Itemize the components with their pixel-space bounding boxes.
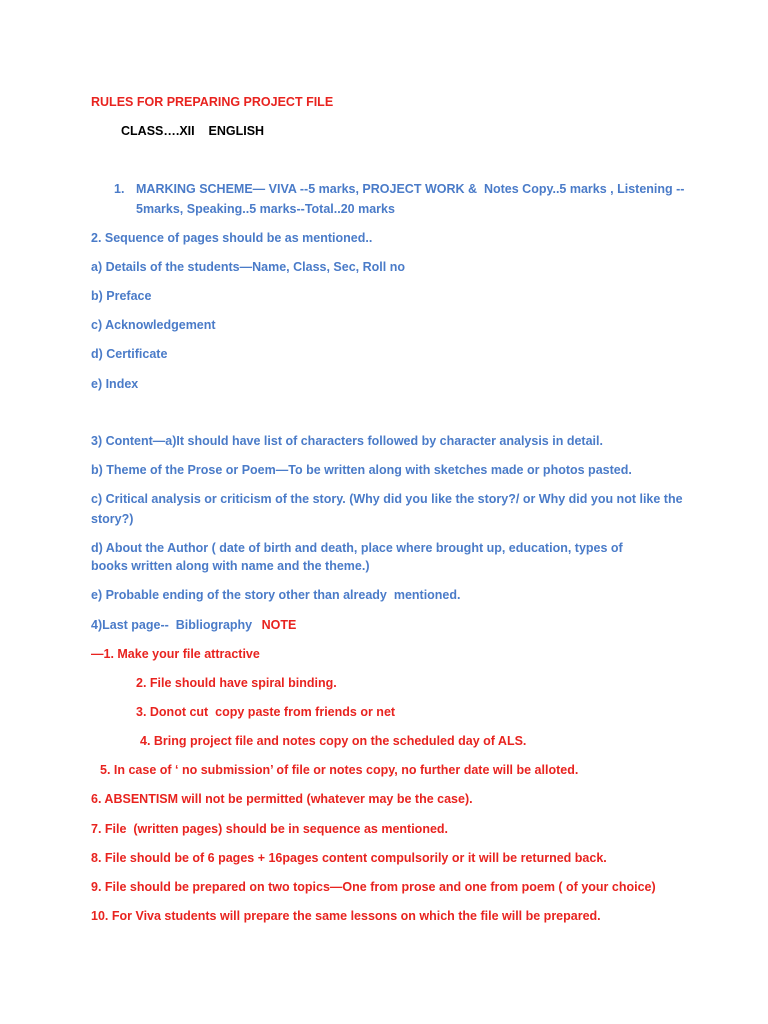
item-3-critical-c-line2: story?) bbox=[91, 512, 134, 526]
note-label: NOTE bbox=[261, 618, 297, 632]
item-2-list-b: b) Preface bbox=[91, 289, 152, 303]
item-2-sequence: 2. Sequence of pages should be as mentioned.. bbox=[91, 231, 373, 245]
item-2-list-d: d) Certificate bbox=[91, 347, 168, 361]
item-3-author-d-line1: d) About the Author ( date of birth and death, place where brought up, education, types of bbox=[91, 541, 623, 555]
note-8: 8. File should be of 6 pages + 16pages content compulsorily or it will be returned back. bbox=[91, 851, 607, 865]
note-10: 10. For Viva students will prepare the same lessons on which the file will be prepared. bbox=[91, 909, 601, 923]
item-3-critical-c-line1: c) Critical analysis or criticism of the story. (Why did you like the story?/ or Why did you not like the bbox=[91, 492, 683, 506]
item-2-list-c: c) Acknowledgement bbox=[91, 318, 216, 332]
note-9: 9. File should be prepared on two topics—One from prose and one from poem ( of your choice) bbox=[91, 880, 656, 894]
note-1: —1. Make your file attractive bbox=[91, 647, 260, 661]
document-title: RULES FOR PREPARING PROJECT FILE bbox=[91, 95, 334, 109]
note-7: 7. File (written pages) should be in sequence as mentioned. bbox=[91, 822, 449, 836]
note-2: 2. File should have spiral binding. bbox=[136, 676, 337, 690]
item-2-list-e: e) Index bbox=[91, 377, 139, 391]
note-3: 3. Donot cut copy paste from friends or net bbox=[136, 705, 396, 719]
item-1-marking-scheme-line1: MARKING SCHEME— VIVA --5 marks, PROJECT WORK & Notes Copy..5 marks , Listening -- bbox=[136, 182, 685, 196]
item-1-marking-scheme-line2: 5marks, Speaking..5 marks--Total..20 marks bbox=[136, 202, 395, 216]
class-subject-heading: CLASS….XII ENGLISH bbox=[121, 124, 265, 138]
note-5: 5. In case of ‘ no submission’ of file or notes copy, no further date will be alloted. bbox=[100, 763, 579, 777]
item-4-bibliography: 4)Last page-- Bibliography bbox=[91, 618, 253, 632]
note-6: 6. ABSENTISM will not be permitted (whatever may be the case). bbox=[91, 792, 473, 806]
item-3-content-a: 3) Content—a)It should have list of characters followed by character analysis in detail. bbox=[91, 434, 603, 448]
item-2-list-a: a) Details of the students—Name, Class, Sec, Roll no bbox=[91, 260, 405, 274]
item-3-author-d-line2: books written along with name and the theme.) bbox=[91, 559, 370, 573]
item-3-theme-b: b) Theme of the Prose or Poem—To be written along with sketches made or photos pasted. bbox=[91, 463, 632, 477]
item-1-number: 1. bbox=[114, 182, 125, 196]
item-4-row bbox=[91, 617, 296, 633]
note-4: 4. Bring project file and notes copy on the scheduled day of ALS. bbox=[140, 734, 527, 748]
item-3-ending-e: e) Probable ending of the story other than already mentioned. bbox=[91, 588, 461, 602]
